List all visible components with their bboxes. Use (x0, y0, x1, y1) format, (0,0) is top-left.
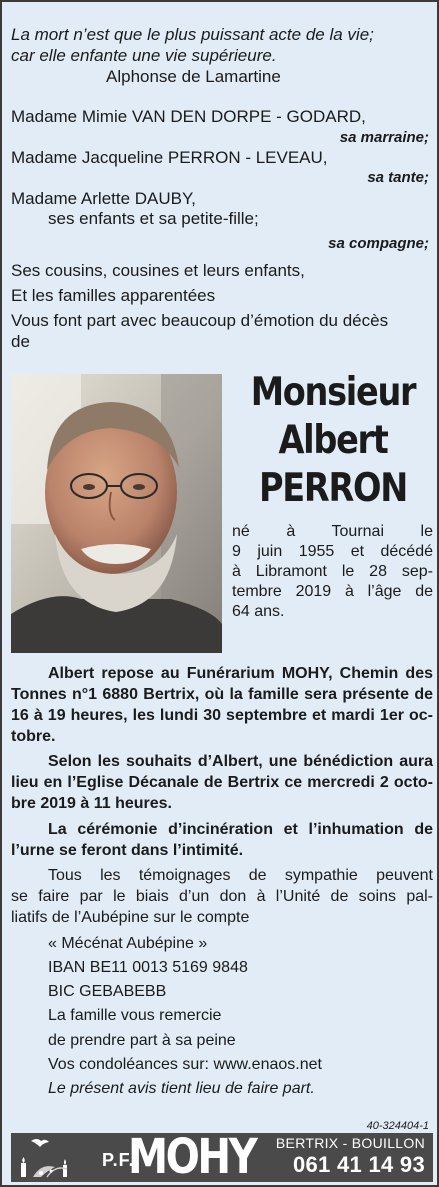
bio-line: 9 juin 1955 et décédé (232, 543, 433, 560)
bio-line: 64 ans. (232, 603, 285, 620)
blessing-paragraph: lieu en l’Eglise Décanale de Bertrix ce mercredi 2 octo- (11, 774, 433, 791)
brand-logo: MOHY (128, 1133, 256, 1182)
bic: BIC GEBABEBB (48, 983, 167, 1000)
thanks-line-2: de prendre part à sa peine (48, 1032, 236, 1049)
family-line-6: Et les familles apparentées (11, 286, 216, 305)
reference-number: 40-324404-1 (366, 1120, 429, 1132)
family-line-5: Ses cousins, cousines et leurs enfants, (11, 261, 305, 280)
deceased-first-name: Albert (278, 418, 388, 463)
family-line-3: Madame Arlette DAUBY, (11, 189, 196, 208)
location: BERTRIX - BOUILLON (275, 1135, 425, 1151)
pf-label: P.F. (102, 1150, 135, 1170)
family-line-8: de (11, 332, 30, 351)
bio-line: tembre 2019 à l’âge de (232, 583, 433, 600)
deceased-last-name: PERRON (258, 466, 408, 511)
funeral-home-paragraph: 16 à 19 heures, les lundi 30 septembre et mardi 1er oc- (11, 707, 433, 724)
quote-author: Alphonse de Lamartine (106, 67, 281, 86)
quote-line-1: La mort n’est que le plus puissant acte de la vie; (11, 25, 374, 44)
blessing-paragraph: bre 2019 à 11 heures. (11, 795, 172, 812)
relation-partner: sa compagne; (328, 235, 429, 252)
thanks-line-1: La famille vous remercie (48, 1007, 222, 1024)
bio-line: né à Tournai le (232, 523, 433, 540)
funeral-home-banner (11, 1133, 433, 1182)
family-line-1: Madame Mimie VAN DEN DORPE - GODARD, (11, 107, 366, 126)
donation-paragraph: liatifs de l’Aubépine sur le compte (11, 909, 250, 926)
portrait-photo (11, 374, 222, 653)
funeral-home-paragraph: Albert repose au Funérarium MOHY, Chemin des (48, 665, 433, 682)
funeral-home-paragraph: tobre. (11, 728, 56, 745)
phone-number: 061 41 14 93 (292, 1152, 425, 1177)
condolences-link: Vos condoléances sur: www.enaos.net (48, 1056, 322, 1073)
funeral-home-paragraph: Tonnes n°1 6880 Bertrix, où la famille sera présente de (11, 686, 433, 703)
quote-line-2: car elle enfante une vie supérieure. (11, 46, 277, 65)
ceremony-paragraph: l’urne se feront dans l’intimité. (11, 842, 244, 859)
relation-aunt: sa tante; (367, 169, 429, 186)
iban: IBAN BE11 0013 5169 9848 (48, 959, 248, 976)
donation-name: « Mécénat Aubépine » (48, 935, 208, 952)
ceremony-paragraph: La cérémonie d’incinération et l’inhumation de (48, 821, 433, 838)
family-line-7: Vous font part avec beaucoup d’émotion du décès (11, 311, 389, 330)
deceased-title: Monsieur (250, 370, 416, 415)
quote (11, 24, 433, 66)
candle-dove-icon (11, 1133, 91, 1182)
donation-paragraph: se faire par le biais d’un don à l’Unité de soins pal- (11, 888, 433, 905)
donation-paragraph: Tous les témoignages de sympathie peuvent (48, 867, 433, 884)
family-line-2: Madame Jacqueline PERRON - LEVEAU, (11, 148, 328, 167)
bio-line: à Libramont le 28 sep- (232, 563, 433, 580)
relation-godmother: sa marraine; (339, 129, 429, 146)
notice-line: Le présent avis tient lieu de faire part. (48, 1080, 315, 1097)
family-line-4: ses enfants et sa petite-fille; (48, 209, 259, 228)
blessing-paragraph: Selon les souhaits d’Albert, une bénédiction aura (48, 753, 433, 770)
